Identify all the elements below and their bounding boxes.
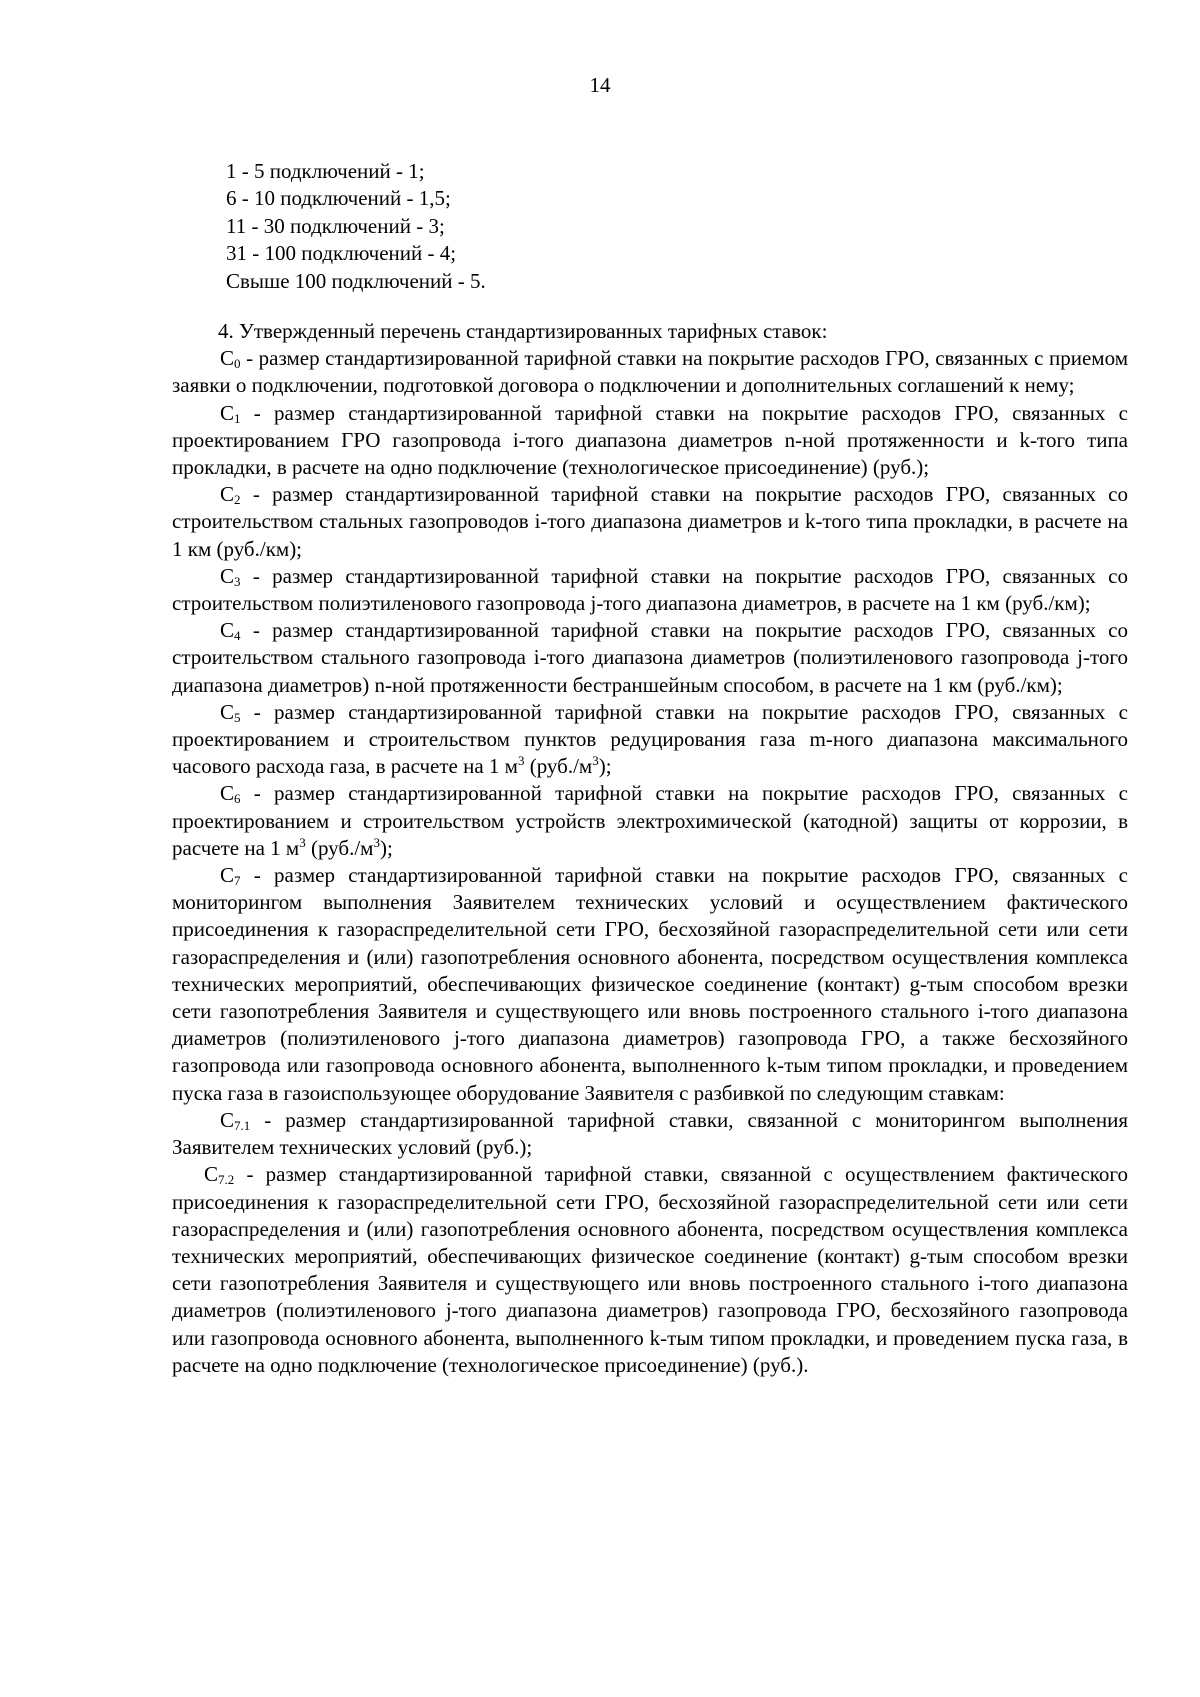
rate-c1-paragraph — [172, 400, 1128, 482]
list-item: 6 - 10 подключений - 1,5; — [226, 186, 451, 211]
rate-c4-paragraph — [172, 617, 1128, 699]
rate-definition: - размер стандартизированной тарифной ставки на покрытие расходов ГРО, связанных с мониторингом выполнения Заявителем технических условий и осуществлением фактического присоединения к газораспределительной сети ГРО, бесхозяйной газораспределительной сети или сети газораспределения и (или) газопотребления основного абонента, посредством осуществления комплекса технических мероприятий, обеспечивающих физическое соединение (контакт) g-тым способом врезки сети газопотребления Заявителя и существующего или вновь построенного стального i-того диапазона диаметров (полиэтиленового j-того диапазона диаметров) газопровода ГРО, а также бесхозяйного газопровода или газопровода основного абонента, выполненного k-тым типом прокладки, и проведением пуска газа в газоиспользующее оборудование Заявителя с разбивкой по следующим ставкам: — [172, 863, 1128, 1105]
rate-c7-paragraph — [172, 862, 1128, 1107]
rate-symbol: C — [220, 618, 235, 643]
rate-symbol: C — [220, 563, 235, 588]
rate-index: 4 — [234, 628, 241, 644]
exponent: 3 — [592, 753, 599, 769]
rate-definition: - размер стандартизированной тарифной ставки на покрытие расходов ГРО, связанных с проектированием и строительством пунктов редуцирования газа m-ного диапазона максимального часового расхода газа, в расчете на 1 м — [172, 699, 1128, 779]
section-heading: 4. Утвержденный перечень стандартизированных тарифных ставок: — [218, 319, 828, 343]
page-number: 14 — [589, 73, 611, 97]
rate-definition: - размер стандартизированной тарифной ставки на покрытие расходов ГРО, связанных со строительством стального газопровода i-того диапазона диаметров (полиэтиленового газопровода j-того диапазона диаметров) n-ной протяженности бестраншейным способом, в расчете на 1 км (руб./км); — [172, 618, 1128, 697]
list-item: 31 - 100 подключений - 4; — [226, 241, 457, 266]
rate-symbol: C — [204, 1162, 219, 1187]
exponent: 3 — [517, 753, 525, 769]
exponent: 3 — [299, 834, 306, 850]
coefficient-list — [226, 158, 486, 295]
rate-index: 7.1 — [234, 1117, 251, 1133]
rate-c3-paragraph — [172, 563, 1128, 617]
rate-definition: - размер стандартизированной тарифной ставки, связанной с мониторингом выполнения Заявителем технических условий (руб.); — [172, 1107, 1128, 1160]
list-item: 1 - 5 подключений - 1; — [226, 159, 425, 183]
rate-c71-paragraph — [172, 1107, 1128, 1161]
rate-end: ); — [598, 754, 612, 779]
rate-symbol: C — [220, 699, 235, 724]
rate-index: 2 — [234, 492, 241, 508]
rate-index: 0 — [234, 356, 241, 372]
list-item: Свыше 100 подключений - 5. — [226, 268, 486, 293]
rate-definition: - размер стандартизированной тарифной ставки на покрытие расходов ГРО, связанных со строительством стальных газопроводов i-того диапазона диаметров и k-того типа прокладки, в расчете на 1 км (руб./км); — [172, 482, 1128, 561]
rate-c5-paragraph — [172, 699, 1128, 781]
exponent: 3 — [373, 834, 380, 850]
rate-end: ); — [379, 835, 393, 860]
rate-index: 7.2 — [218, 1172, 235, 1188]
rate-definition: - размер стандартизированной тарифной ставки на покрытие расходов ГРО, связанных с проектированием ГРО газопровода i-того диапазона диаметров n-ной протяженности и k-того типа прокладки, в расчете на одно подключение (технологическое присоединение) (руб.); — [172, 400, 1128, 480]
rate-definition: - размер стандартизированной тарифной ставки на покрытие расходов ГРО, связанных со строительством полиэтиленового газопровода j-того диапазона диаметров, в расчете на 1 км (руб./км); — [172, 563, 1128, 616]
rate-index: 1 — [234, 410, 241, 426]
rate-symbol: C — [220, 346, 235, 371]
rate-symbol: C — [220, 781, 235, 806]
rate-unit: (руб./м — [305, 835, 374, 860]
document-body — [172, 318, 1128, 1379]
rate-definition: - размер стандартизированной тарифной ставки, связанной с осуществлением фактического присоединения к газораспределительной сети ГРО, бесхозяйной газораспределительной сети или сети газораспределения и (или) газопотребления основного абонента, посредством осуществления комплекса технических мероприятий, обеспечивающих физическое соединение (контакт) g-тым способом врезки сети газопотребления Заявителя и существующего или вновь построенного стального i-того диапазона диаметров (полиэтиленового j-того диапазона диаметров) газопровода ГРО, бесхозяйного газопровода или газопровода основного абонента, выполненного k-тым типом прокладки, и проведением пуска газа, в расчете на одно подключение (технологическое присоединение) (руб.). — [172, 1162, 1128, 1377]
rate-index: 3 — [234, 573, 241, 589]
rate-c72-paragraph — [172, 1161, 1128, 1379]
rate-c6-paragraph — [172, 780, 1128, 862]
list-item: 11 - 30 подключений - 3; — [226, 213, 445, 238]
rate-index: 5 — [234, 709, 241, 725]
rate-c0-paragraph — [172, 345, 1128, 399]
rate-symbol: C — [220, 863, 235, 888]
rate-symbol: C — [220, 400, 235, 425]
rate-index: 6 — [234, 791, 241, 807]
rate-symbol: C — [220, 482, 235, 507]
rate-index: 7 — [234, 873, 241, 889]
rate-unit: (руб./м — [524, 754, 593, 779]
rate-symbol: C — [220, 1107, 235, 1132]
rate-definition: - размер стандартизированной тарифной ставки на покрытие расходов ГРО, связанных с проектированием и строительством устройств электрохимической (катодной) защиты от коррозии, в расчете на 1 м — [172, 781, 1128, 860]
rate-definition: - размер стандартизированной тарифной ставки на покрытие расходов ГРО, связанных с приемом заявки о подключении, подготовкой договора о подключении и дополнительных соглашений к нему; — [172, 346, 1128, 398]
rate-c2-paragraph — [172, 481, 1128, 563]
